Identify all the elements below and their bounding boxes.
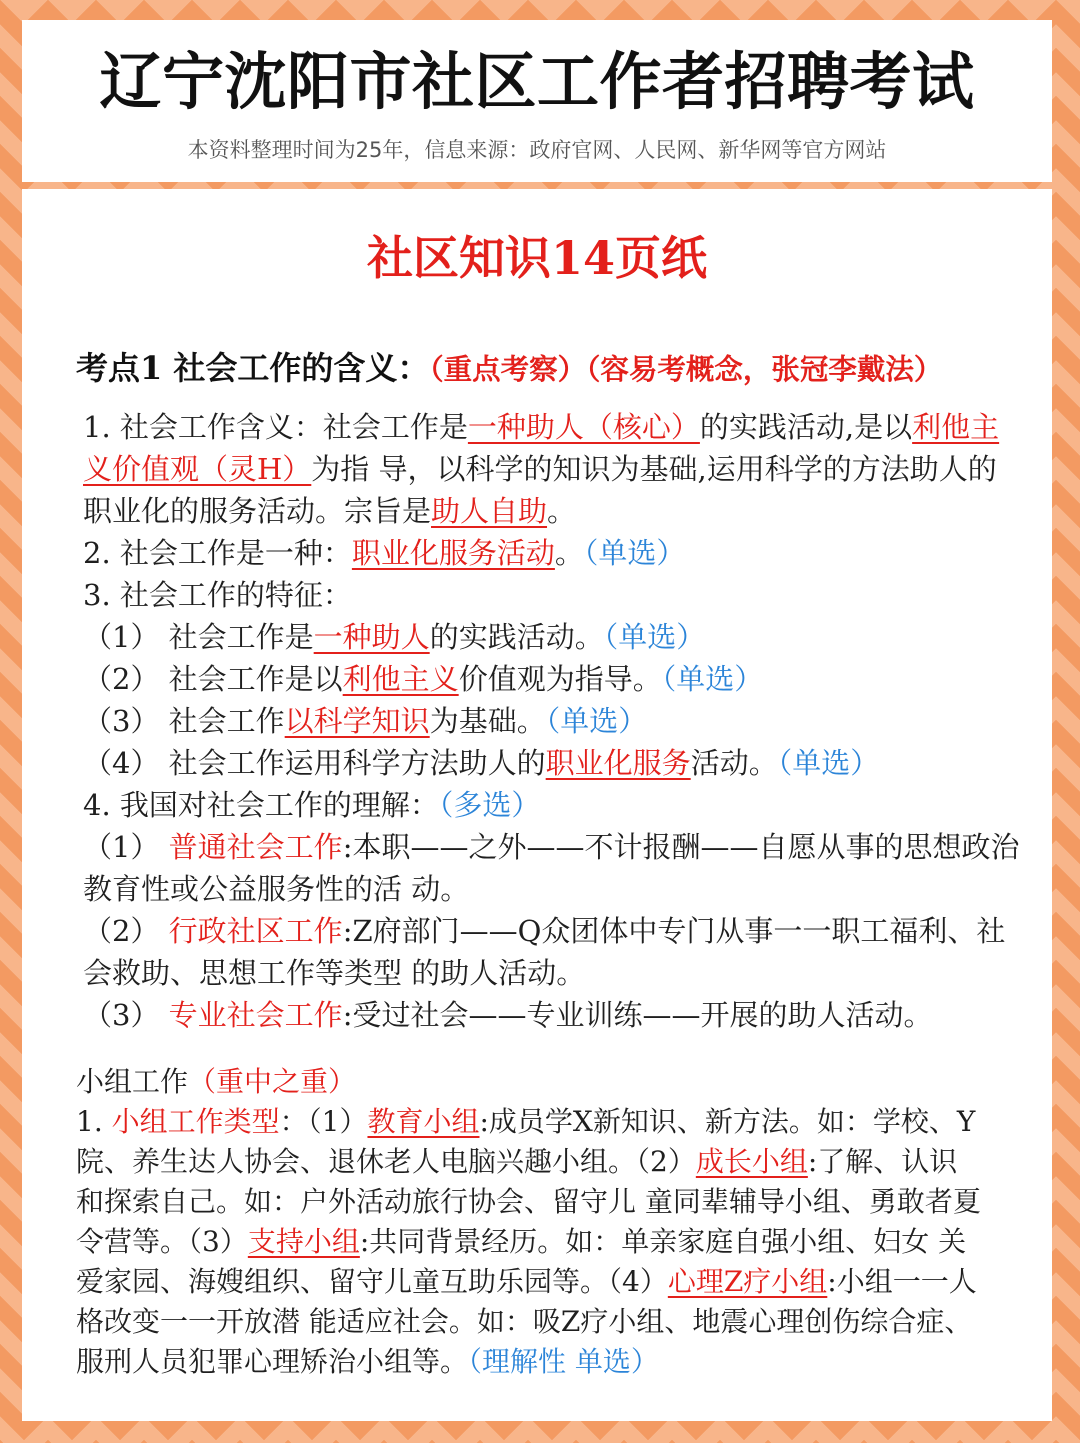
content-card: [22, 189, 1052, 1421]
body-text: :小组一一人: [827, 1265, 977, 1298]
question-type-tag: （单选）: [661, 662, 764, 696]
body-text: 为基础。: [429, 704, 546, 738]
key-term-underlined: 助人自助: [431, 494, 548, 528]
body-text: 格改变一一开放潜 能适应社会。如：吸Z疗小组、地震心理创伤综合症、: [76, 1305, 973, 1338]
body-text: 。: [554, 536, 584, 570]
key-term-underlined: 教育小组: [367, 1105, 480, 1138]
body-text: 。: [547, 494, 577, 528]
text-line: [83, 952, 1019, 994]
body-text: 会救助、思想工作等类型 的助人活动。: [83, 956, 586, 990]
body-text: 4. 我国对社会工作的理解：: [83, 788, 439, 822]
key-term-underlined: 心理Z疗小组: [667, 1265, 828, 1298]
text-line: [76, 1222, 981, 1262]
body-text: 1.: [76, 1105, 112, 1138]
key-term: 专业社会工作: [168, 998, 343, 1032]
question-type-tag: （多选）: [438, 788, 541, 822]
body-text: :本职——之外——不计报酬——自愿从事的思想政治: [342, 830, 1020, 864]
text-line: [76, 1342, 981, 1382]
section-heading-note: （重点考察）（容易考概念，张冠李戴法）: [429, 352, 943, 386]
section-heading-note: （重中之重）: [188, 1065, 357, 1098]
text-line: [83, 994, 1019, 1036]
text-line: [83, 406, 1019, 448]
body-text: 价值观为指导。: [458, 662, 662, 696]
body-text: 3. 社会工作的特征：: [83, 578, 352, 612]
key-term-underlined: 利他主义: [342, 662, 459, 696]
key-term-underlined: 成长小组: [695, 1145, 808, 1178]
body-text: 的实践活动。: [429, 620, 604, 654]
question-type-tag: （单选）: [545, 704, 648, 738]
body-text: :了解、认识: [807, 1145, 958, 1178]
text-line: [83, 700, 1019, 742]
text-line: [83, 868, 1019, 910]
text-line: [83, 448, 1019, 490]
text-line: [76, 1182, 981, 1222]
source-note: 本资料整理时间为25年，信息来源：政府官网、人民网、新华网等官方网站: [187, 138, 887, 162]
question-type-tag: （单选）: [603, 620, 706, 654]
body-text: 2. 社会工作是一种：: [83, 536, 352, 570]
body-text: 服刑人员犯罪心理矫治小组等。: [76, 1345, 469, 1378]
text-line: [76, 1262, 981, 1302]
section-heading-text: 小组工作: [76, 1065, 189, 1098]
text-line: [76, 1102, 981, 1142]
body-text: （2） 社会工作是以: [83, 662, 343, 696]
key-term-underlined: 一种助人: [313, 620, 430, 654]
text-line: [83, 574, 1019, 616]
text-line: [83, 658, 1019, 700]
text-line: [83, 490, 1019, 532]
body-text: （1） 社会工作是: [83, 620, 314, 654]
key-term-underlined: 支持小组: [247, 1225, 360, 1258]
body-text: （2）: [83, 914, 169, 948]
body-text: 为指 导，以科学的知识为基础,运用科学的方法助人的: [311, 452, 997, 486]
section-heading-social-work: [76, 343, 942, 399]
page-title: 辽宁沈阳市社区工作者招聘考试: [99, 45, 975, 118]
body-text: 职业化的服务活动。宗旨是: [83, 494, 432, 528]
section-body-social-work: [83, 406, 1019, 1036]
body-text: :共同背景经历。如：单亲家庭自强小组、妇女 关: [359, 1225, 967, 1258]
header-card: [22, 20, 1052, 182]
text-line: [83, 784, 1019, 826]
body-text: 院、养生达人协会、退休老人电脑兴趣小组。（2）: [76, 1145, 696, 1178]
key-term-underlined: 一种助人（核心）: [467, 410, 700, 444]
question-type-tag: （理解性 单选）: [468, 1345, 659, 1378]
section-group-work: [76, 1062, 981, 1382]
key-term-underlined: 利他主: [912, 410, 1000, 444]
text-line: [76, 1142, 981, 1182]
body-text: 的实践活动,是以: [699, 410, 913, 444]
question-type-tag: （单选）: [583, 536, 686, 570]
text-line: [76, 1302, 981, 1342]
body-text: （3） 社会工作: [83, 704, 285, 738]
key-term: 普通社会工作: [168, 830, 343, 864]
body-text: 和探索自己。如：户外活动旅行协会、留守儿 童同辈辅导小组、勇敢者夏: [76, 1185, 981, 1218]
body-text: :成员学X新知识、新方法。如：学校、Y: [479, 1105, 976, 1138]
key-term-underlined: 以科学知识: [284, 704, 430, 738]
section-heading-group-work: [76, 1062, 981, 1102]
text-line: [83, 742, 1019, 784]
body-text: ：（1）: [279, 1105, 368, 1138]
body-text: 活动。: [690, 746, 778, 780]
body-text: :受过社会——专业训练——开展的助人活动。: [342, 998, 933, 1032]
body-text: （1）: [83, 830, 169, 864]
body-text: （4） 社会工作运用科学方法助人的: [83, 746, 546, 780]
body-text: 令营等。（3）: [76, 1225, 248, 1258]
body-text: 教育性或公益服务性的活 动。: [83, 872, 470, 906]
section-heading-text: 考点1 社会工作的含义：: [76, 349, 430, 387]
body-text: （3）: [83, 998, 169, 1032]
key-term-underlined: 义价值观（灵H）: [83, 452, 312, 486]
text-line: [83, 910, 1019, 952]
body-text: :Z府部门——Q众团体中专门从事一一职工福利、社: [342, 914, 1006, 948]
text-line: [83, 826, 1019, 868]
document-title: 社区知识14页纸: [366, 231, 707, 285]
key-term: 小组工作类型: [111, 1105, 280, 1138]
key-term-underlined: 职业化服务活动: [351, 536, 555, 570]
question-type-tag: （单选）: [777, 746, 880, 780]
body-text: 1. 社会工作含义：社会工作是: [83, 410, 468, 444]
key-term-underlined: 职业化服务: [545, 746, 691, 780]
text-line: [83, 616, 1019, 658]
key-term: 行政社区工作: [168, 914, 343, 948]
text-line: [83, 532, 1019, 574]
body-text: 爱家园、海嫂组织、留守儿童互助乐园等。（4）: [76, 1265, 668, 1298]
